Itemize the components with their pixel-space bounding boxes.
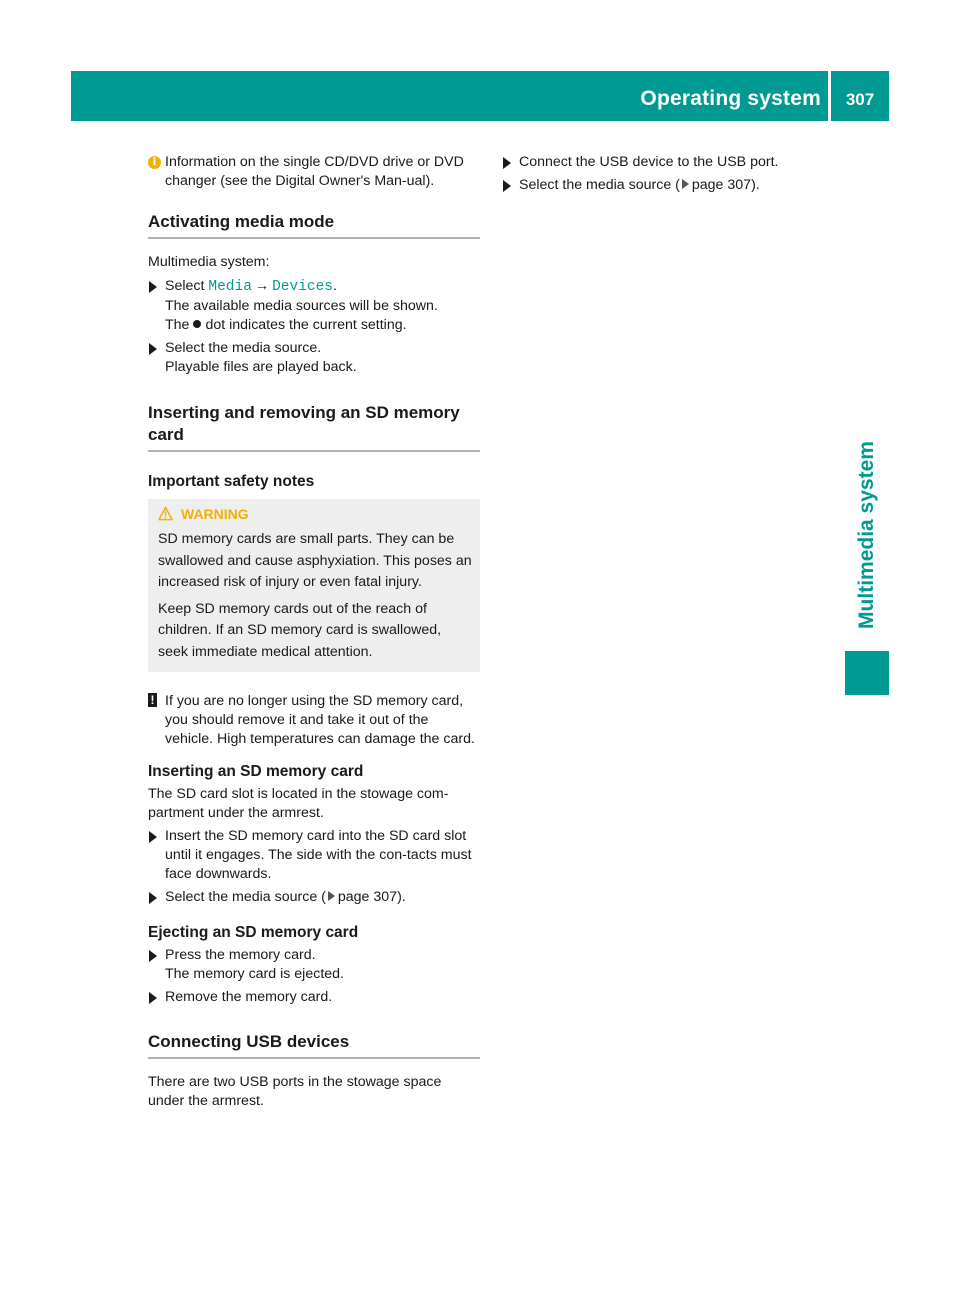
current-setting-post: dot indicates the current setting. [205,317,407,333]
warning-title [158,505,472,524]
step-select-media-source-text: Select the media source. [165,340,322,356]
right-column [502,153,832,195]
menu-path-period: . [333,278,337,294]
left-column [148,153,480,1111]
step-connect-usb-text: Connect the USB device to the USB port. [519,154,779,170]
page-reference[interactable]: page 307 [337,889,398,905]
step-select-devices-line1 [165,277,480,297]
page-reference[interactable]: page 307 [691,177,752,193]
step-select-devices [148,277,480,335]
page-ref-icon [328,891,335,901]
step-arrow-icon [503,180,511,192]
heading-sd-memory-card: Inserting and removing an SD memory card [148,402,480,452]
ref-pre: Select the media source ( [519,177,680,193]
step-press-memory-card-text: Press the memory card. [165,947,316,963]
step-insert-sd-card [148,827,480,884]
step-connect-usb [502,153,832,172]
heading-connecting-usb: Connecting USB devices [148,1031,480,1059]
step-arrow-icon [149,831,157,843]
info-icon: i [148,156,161,169]
step-select-media-source [148,339,480,377]
step-press-memory-card-result: The memory card is ejected. [165,966,344,982]
step-remove-memory-card-text: Remove the memory card. [165,989,333,1005]
warning-box [148,499,480,672]
page-number: 307 [845,90,875,109]
warning-triangle-icon [158,506,173,521]
page-ref-icon [682,179,689,189]
step-arrow-icon [503,157,511,169]
step-arrow-icon [149,992,157,1004]
caution-note-text: If you are no longer using the SD memory card, you should remove it and take it out of the vehicle. High temperatures can damage the card. [165,693,475,747]
side-chapter-text: Multimedia system [855,441,878,629]
step-remove-memory-card [148,988,480,1007]
caution-note [148,692,480,749]
menu-term-media: Media [208,279,252,295]
heading-important-safety-notes: Important safety notes [148,473,315,490]
current-setting-pre: The [165,317,190,333]
step-current-setting-line [165,316,480,335]
step-select-devices-result: The available media sources will be shown. [165,298,438,314]
menu-term-devices: Devices [272,279,334,295]
ref-pre: Select the media source ( [165,889,326,905]
step-insert-sd-card-text: Insert the SD memory card into the SD card slot until it engages. The side with the con-tacts must face downwards. [165,828,472,882]
header-bar [71,71,889,121]
warning-text-1: SD memory cards are small parts. They can be swallowed and cause asphyxiation. This poses an increased risk of injury or even fatal injury. [158,531,472,590]
step-select-media-source-usb-text [519,176,832,195]
step-arrow-icon [149,892,157,904]
chapter-tab-marker [845,651,889,695]
usb-intro: There are two USB ports in the stowage space under the armrest. [148,1074,442,1109]
step-select-media-source-result: Playable files are played back. [165,359,357,375]
warning-text-2: Keep SD memory cards out of the reach of children. If an SD memory card is swallowed, seek immediate medical attention. [158,600,442,660]
warning-title-text: WARNING [181,506,249,522]
exclamation-icon: ! [148,693,157,707]
info-note [148,153,480,191]
menu-path-arrow: → [254,278,270,294]
step-arrow-icon [149,343,157,355]
heading-ejecting-sd-card: Ejecting an SD memory card [148,924,359,941]
heading-inserting-sd-card: Inserting an SD memory card [148,763,364,780]
step-select-prefix: Select [165,278,205,294]
ref-post: ). [751,177,760,193]
step-arrow-icon [149,281,157,293]
step-arrow-icon [149,950,157,962]
ref-post: ). [397,889,406,905]
activating-intro: Multimedia system: [148,254,270,270]
bullet-dot-icon [193,320,201,328]
section-title: Operating system [640,87,821,110]
info-note-text: Information on the single CD/DVD drive or DVD changer (see the Digital Owner's Man-ual). [165,154,464,189]
side-chapter-label [845,422,889,648]
step-press-memory-card [148,946,480,984]
step-select-media-source-sd-text [165,888,480,907]
heading-activating-media-mode: Activating media mode [148,211,480,239]
step-select-media-source-sd [148,888,480,907]
step-select-media-source-usb [502,176,832,195]
inserting-intro: The SD card slot is located in the stowage com-partment under the armrest. [148,786,449,821]
